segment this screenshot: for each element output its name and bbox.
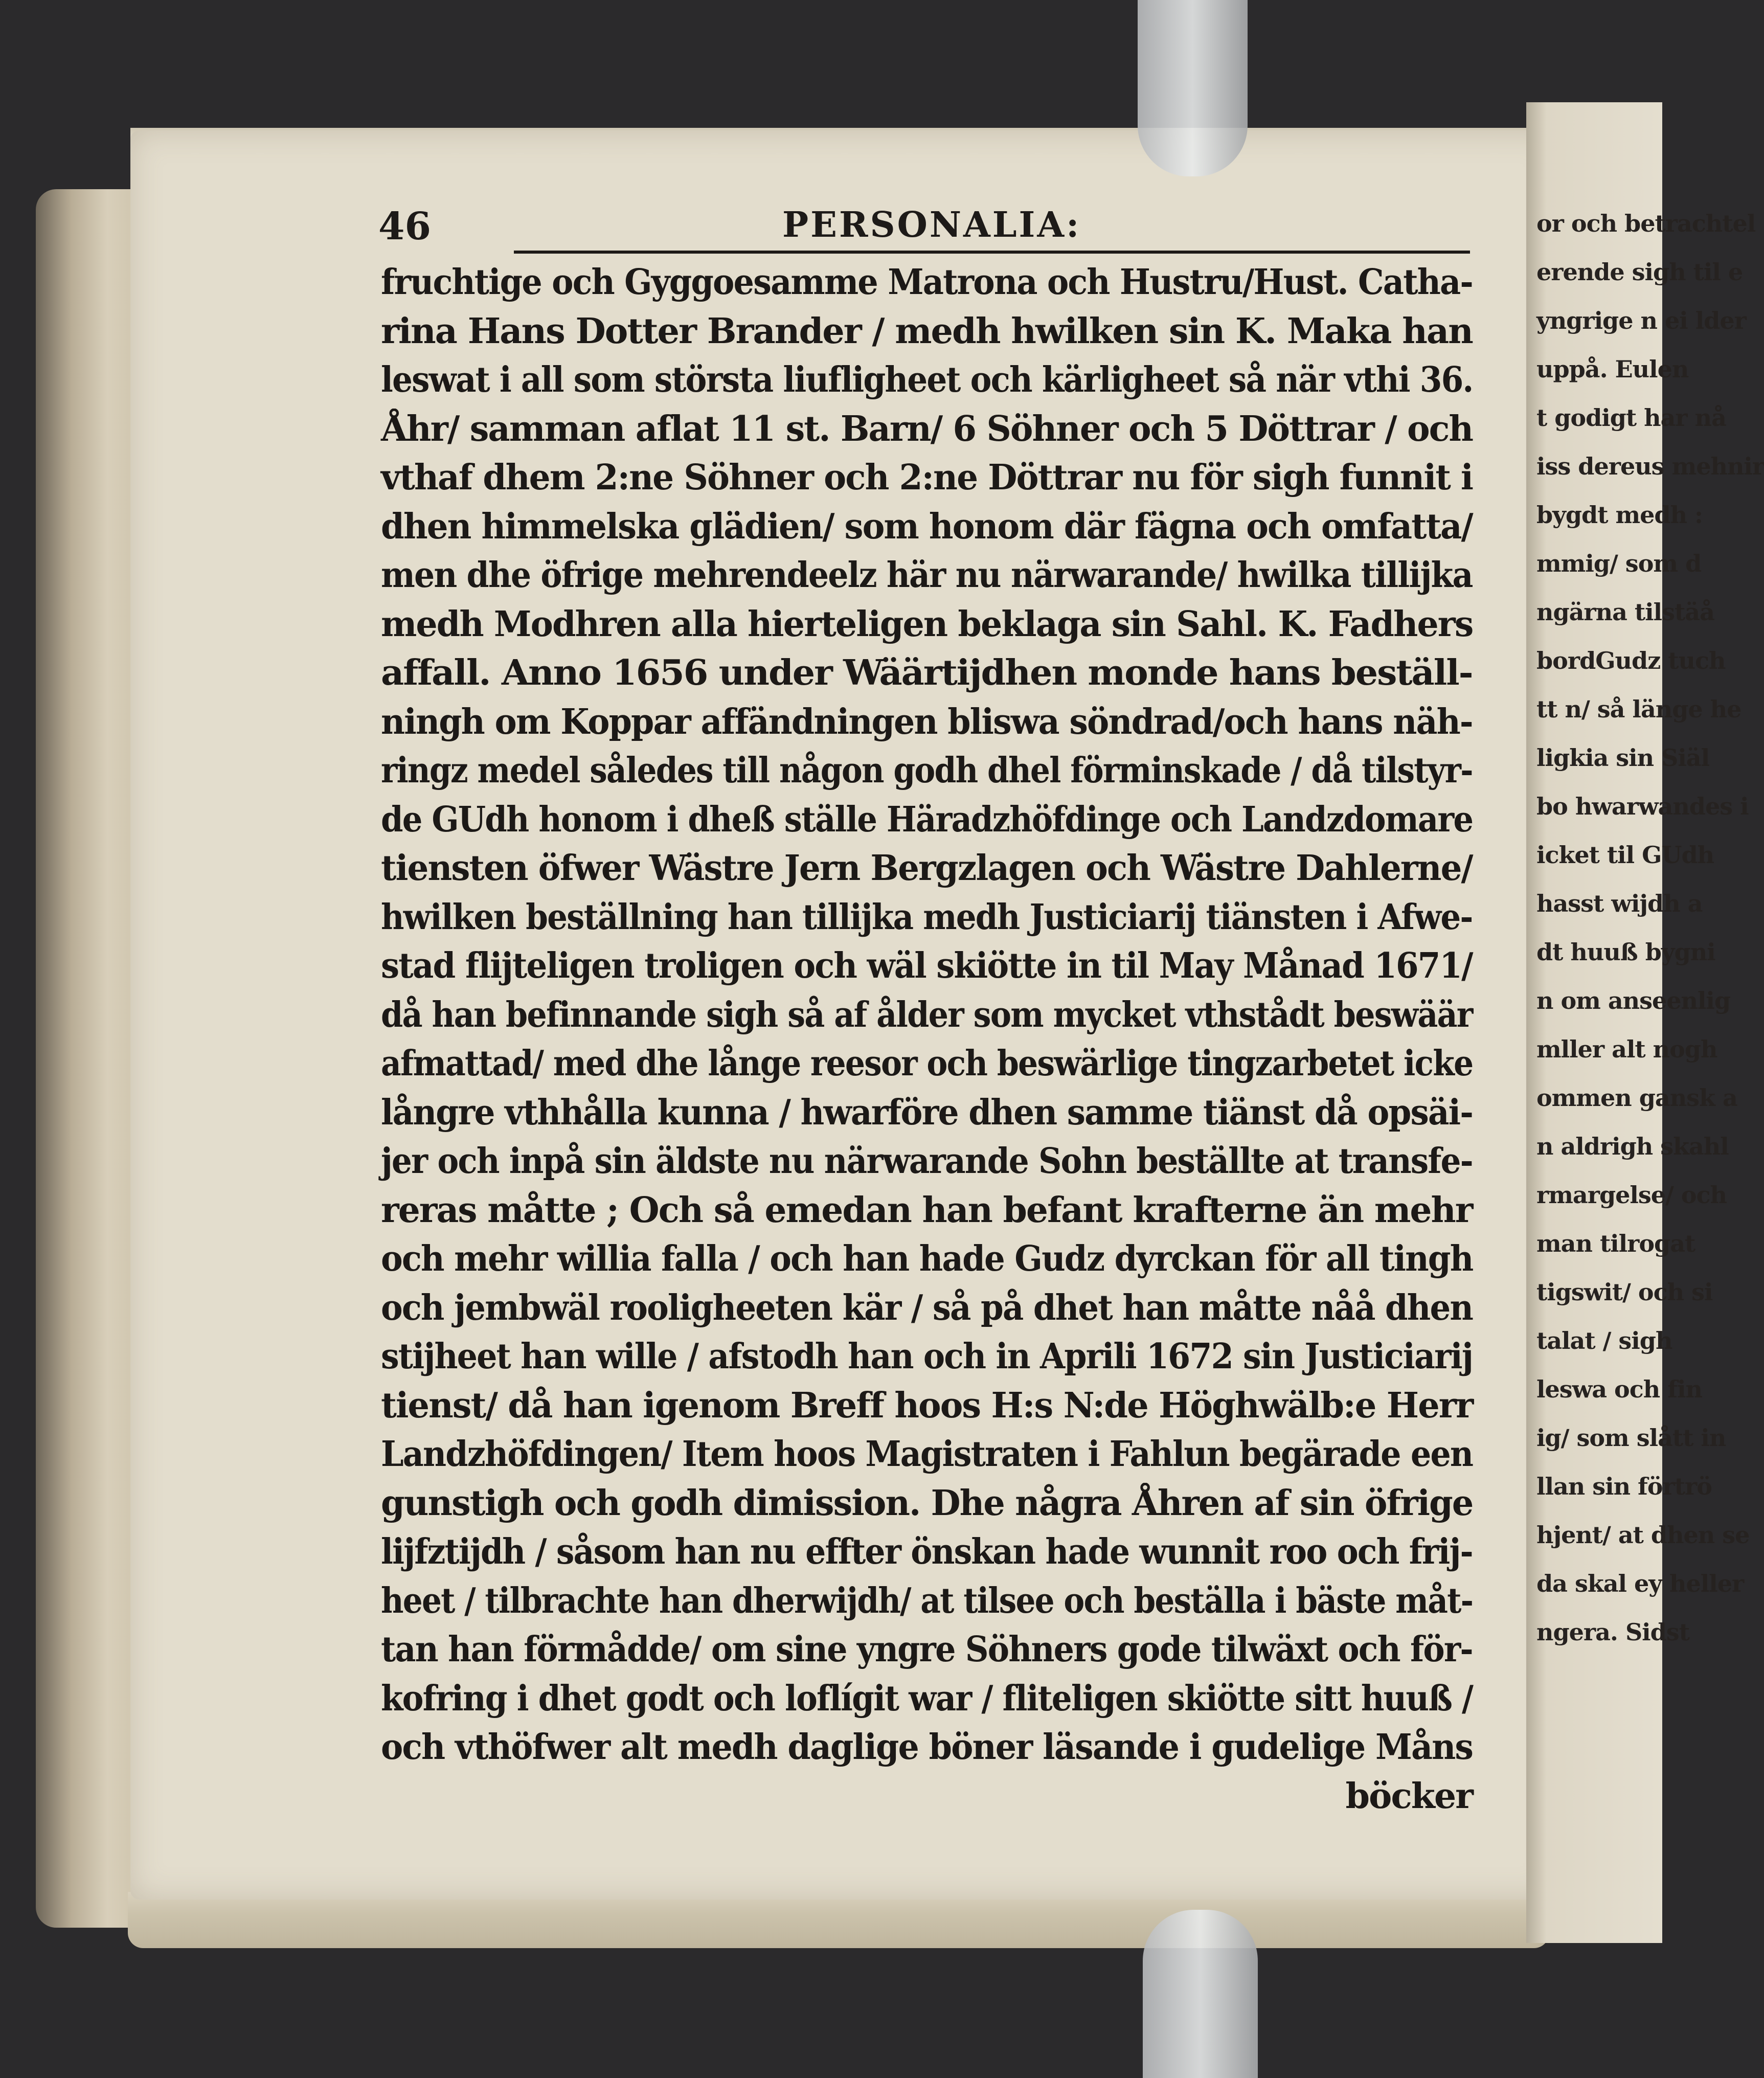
facing-text-line: tigswit/ och si [1536,1278,1713,1306]
book-left-edge [36,189,138,1928]
facing-text-line: ommen gansk a [1536,1084,1737,1112]
text-line: ningh om Koppar affändningen bliswa söndrad/och hans näh- [381,701,1473,742]
text-line: reras måtte ; Och så emedan han befant krafterne än mehr [381,1189,1473,1231]
facing-text-line: mller alt nogh [1536,1035,1717,1063]
facing-text-line: erende sigh til e [1536,258,1743,286]
text-line: Åhr/ samman aflat 11 st. Barn/ 6 Söhner och 5 Döttrar / och [381,408,1473,449]
book-clip-bottom [1143,1910,1258,2078]
text-line: gunstigh och godh dimission. Dhe några Åhren af sin öfrige [381,1482,1473,1524]
facing-text-line: ngera. Sidst [1536,1618,1689,1646]
text-line: dhen himmelska glädien/ som honom där fägna och omfatta/ [381,506,1473,547]
facing-text-line: llan sin förtrö [1536,1473,1712,1500]
text-line: fruchtige och Gyggoesamme Matrona och Hustru/Hust. Catha- [381,262,1473,303]
facing-text-line: bordGudz tuch [1536,647,1726,674]
page-number: 46 [378,205,431,249]
text-line: heet / tilbrachte han dherwijdh/ at tilsee och beställa i bäste måt- [381,1580,1473,1621]
body-text [381,258,1473,1821]
facing-text-line: icket til GUdh [1536,841,1714,869]
text-line: och vthöfwer alt medh daglige böner läsande i gudelige Måns [381,1727,1473,1768]
facing-text-line: iss dereus mehnir [1536,453,1764,480]
facing-page [1526,102,1764,1943]
facing-text-line: yngrige n ei lder [1536,307,1746,334]
facing-text-line: uppå. Eulen [1536,355,1689,383]
facing-text-line: ngärna tilstäå [1536,598,1714,626]
facing-text-line: n om anseenlig [1536,987,1731,1014]
text-line: men dhe öfrige mehrendeelz här nu närwarande/ hwilka tillijka [381,555,1473,596]
facing-text-line: tt n/ så länge he [1536,695,1742,723]
text-line: afmattad/ med dhe långe reesor och beswärlige tingzarbetet icke [381,1043,1473,1084]
text-line: kofring i dhet godt och loflígit war / fliteligen skiötte sitt huuß / [381,1678,1473,1719]
facing-text-line: da skal ey heller [1536,1570,1744,1597]
facing-text-line: leswa och fin [1536,1375,1702,1403]
facing-text-line: bygdt medh : [1536,501,1703,529]
text-line: tienst/ då han igenom Breff hoos H:s N:de Höghwälb:e Herr [381,1385,1473,1426]
text-line: affall. Anno 1656 under Wäärtijdhen monde hans beställ- [381,652,1473,693]
facing-text-line: talat / sigh [1536,1327,1672,1354]
facing-text-line: n aldrigh skahl [1536,1133,1729,1160]
text-line: långre vthhålla kunna / hwarföre dhen samme tiänst då opsäi- [381,1092,1473,1133]
facing-text-line: hasst wijdh a [1536,890,1703,917]
facing-text-line: man tilrogat [1536,1230,1695,1257]
text-line: lijfztijdh / såsom han nu effter önskan hade wunnit roo och frij- [381,1531,1473,1572]
text-line: jer och inpå sin äldste nu närwarande Sohn beställte at transfe- [381,1141,1473,1182]
text-line: medh Modhren alla hierteligen beklaga sin Sahl. K. Fadhers [381,603,1473,645]
text-line: då han befinnande sigh så af ålder som mycket vthstådt beswäär [381,994,1473,1035]
page-stack-bottom [128,1892,1549,1948]
facing-text-line: mmig/ som d [1536,550,1702,577]
facing-text-line: t godigt har nå [1536,404,1726,432]
book-clip-top [1138,0,1248,176]
text-line: och mehr willia falla / och han hade Gudz dyrckan för all tingh [381,1238,1473,1279]
text-line: hwilken beställning han tillijka medh Justiciarij tiänsten i Afwe- [381,896,1473,938]
facing-text-line: or och betrachtel [1536,210,1756,237]
running-header: PERSONALIA: [782,205,1081,245]
facing-text-line: ig/ som slått in [1536,1424,1726,1452]
text-line: och jembwäl rooligheeten kär / så på dhet han måtte nåå dhen [381,1287,1473,1328]
text-line: rina Hans Dotter Brander / medh hwilken sin K. Maka han [381,310,1473,352]
facing-text-line: ligkia sin Siäl [1536,744,1710,772]
text-line: leswat i all som största liufligheet och kärligheet så när vthi 36. [381,359,1473,400]
text-line: ringz medel således till någon godh dhel förminskade / då tilstyr- [381,750,1473,791]
facing-text-line: hjent/ at dhen se [1536,1521,1750,1549]
text-line: vthaf dhem 2:ne Söhner och 2:ne Döttrar nu för sigh funnit i [381,457,1473,498]
text-line: stijheet han wille / afstodh han och in Aprili 1672 sin Justiciarij [381,1336,1473,1377]
facing-text-line: dt huuß bygni [1536,938,1715,966]
text-line: stad flijteligen troligen och wäl skiötte in til May Månad 1671/ [381,945,1473,986]
facing-text-line: rmargelse/ och [1536,1181,1727,1209]
header-rule [514,251,1470,254]
text-line: tan han förmådde/ om sine yngre Söhners gode tilwäxt och för- [381,1629,1473,1670]
text-line: Landzhöfdingen/ Item hoos Magistraten i Fahlun begärade een [381,1434,1473,1475]
text-line: tiensten öfwer Wästre Jern Bergzlagen och Wästre Dahlerne/ [381,848,1473,889]
catchword: böcker [1345,1775,1473,1817]
facing-text-line: bo hwarwandes i [1536,793,1749,820]
text-line: de GUdh honom i dheß ställe Häradzhöfdinge och Landzdomare [381,799,1473,840]
